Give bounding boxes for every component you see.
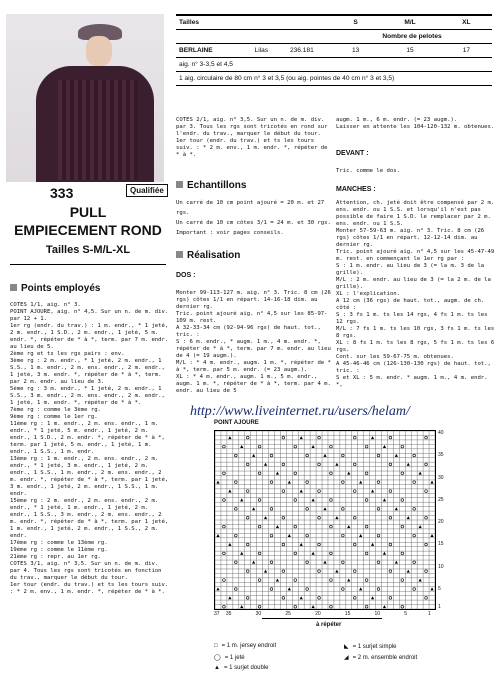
yarn-over-mark — [258, 445, 261, 448]
yarn-over-mark — [401, 445, 404, 448]
legend-label: = 1 surjet double — [223, 665, 269, 671]
legend-item — [344, 654, 417, 661]
yarn-over-mark — [389, 543, 392, 546]
yarn-over-mark — [377, 454, 380, 457]
yarn-over-mark — [258, 579, 261, 582]
yarn-over-mark — [365, 445, 368, 448]
double-decrease-mark — [335, 463, 338, 466]
double-decrease-mark — [240, 552, 243, 555]
repeat-bracket — [262, 618, 382, 619]
yarn-over-mark — [425, 463, 428, 466]
sweater-cable-texture — [58, 80, 138, 180]
col-tick-label: 10 — [374, 611, 381, 617]
col-tick-label: 37 — [214, 611, 220, 617]
divider — [10, 264, 166, 265]
sizes-table — [176, 14, 492, 86]
double-decrease-mark — [264, 516, 267, 519]
yarn-over-mark — [234, 454, 237, 457]
yarn-over-mark — [413, 588, 416, 591]
yarn-over-mark — [246, 597, 249, 600]
yarn-over-mark — [318, 570, 321, 573]
yarn-over-mark — [270, 561, 273, 564]
yarn-over-mark — [342, 561, 345, 564]
double-decrease-mark — [430, 587, 433, 590]
double-decrease-mark — [371, 543, 374, 546]
double-decrease-mark — [240, 498, 243, 501]
double-decrease-mark — [430, 481, 433, 484]
rating-badge: Qualifiée — [126, 184, 168, 197]
yarn-over-mark — [353, 516, 356, 519]
yarn-over-mark — [413, 534, 416, 537]
yarn-row — [176, 44, 332, 58]
yarn-over-mark — [401, 525, 404, 528]
yarn-over-mark — [330, 552, 333, 555]
yarn-over-mark — [413, 508, 416, 511]
chart-title: POINT AJOURE — [214, 420, 259, 426]
yarn-over-mark — [246, 570, 249, 573]
yarn-over-mark — [294, 472, 297, 475]
yarn-over-mark — [234, 561, 237, 564]
yarn-over-mark — [294, 552, 297, 555]
yarn-over-mark — [413, 481, 416, 484]
yarn-over-mark — [330, 579, 333, 582]
row-tick-label: 10 — [438, 563, 444, 570]
double-decrease-mark — [371, 436, 374, 439]
yarn-over-mark — [234, 481, 237, 484]
manches-heading: MANCHES : — [336, 186, 376, 193]
double-decrease-mark — [216, 534, 219, 537]
yarn-over-mark — [223, 552, 226, 555]
row-tick-label: 15 — [438, 541, 444, 548]
repeat-label: à répéter — [316, 622, 342, 628]
double-decrease-mark — [312, 552, 315, 555]
legend-item — [214, 643, 276, 649]
double-decrease-mark — [407, 570, 410, 573]
yarn-over-mark — [258, 525, 261, 528]
double-decrease-mark — [419, 472, 422, 475]
th-tailles: Tailles — [176, 15, 332, 30]
sizes-label: Tailles S-M/L-XL — [45, 244, 131, 256]
col2-dos: Monter 99-113-127 m. aig. n° 3. Tric. 8 cm (26 rgs) côtes 1/1 en répart. 14-16-18 dim. au dernier rg. Tric. point ajouré aig. n° 4,5 sur les 85-97-109 m. rest. A 32-33-34 cm (92-94-96 rgs) de haut. tot., tric. : S : 6 m. endr., * augm. 1 m., 4 m. endr. *, répéter de * à *, term. par 7 m. endr. au lieu de 4 (= 19 augm.). M/L : * 4 m. endr., augm. 1 m. *, répéter de * à *, term. par 5 m. endr. (= 23 augm.). XL : * 4 m. endr., augm. 1 m., 5 m. endr., augm. 1 m. *, répéter de * à *, term. par 4 m. endr. au lieu de 5 — [176, 290, 331, 394]
double-decrease-mark — [216, 587, 219, 590]
legend-symbol: □ — [214, 643, 218, 649]
double-decrease-mark — [347, 578, 350, 581]
double-decrease-mark — [395, 561, 398, 564]
yarn-over-mark — [282, 570, 285, 573]
double-decrease-mark — [419, 525, 422, 528]
double-decrease-mark — [323, 561, 326, 564]
yarn-over-mark — [377, 534, 380, 537]
yarn-over-mark — [258, 472, 261, 475]
yarn-over-mark — [389, 490, 392, 493]
yarn-over-mark — [342, 454, 345, 457]
yarn-over-mark — [330, 499, 333, 502]
yarn-ml: 15 — [379, 44, 441, 58]
col-tick-label: 30 — [255, 611, 262, 617]
yarn-over-mark — [330, 525, 333, 528]
yarn-over-mark — [353, 436, 356, 439]
yarn-over-mark — [234, 508, 237, 511]
yarn-name: BERLAINE — [179, 47, 213, 54]
yarn-over-mark — [377, 508, 380, 511]
yarn-over-mark — [306, 454, 309, 457]
yarn-over-mark — [377, 481, 380, 484]
double-decrease-mark — [300, 543, 303, 546]
yarn-over-mark — [365, 579, 368, 582]
th-pelotes: Nombre de pelotes — [332, 30, 492, 44]
yarn-over-mark — [234, 588, 237, 591]
double-decrease-mark — [288, 587, 291, 590]
row-tick-label: 25 — [438, 496, 444, 503]
th-ml: M/L — [379, 15, 441, 30]
yarn-over-mark — [377, 561, 380, 564]
row-tick-label: 1 — [438, 603, 441, 610]
yarn-over-mark — [294, 525, 297, 528]
row-tick-label: 20 — [438, 519, 444, 525]
double-decrease-mark — [347, 472, 350, 475]
row-tick-label: 5 — [438, 585, 441, 592]
yarn-over-mark — [270, 454, 273, 457]
double-decrease-mark — [240, 445, 243, 448]
double-decrease-mark — [252, 561, 255, 564]
col-tick-label: 35 — [225, 611, 232, 617]
double-decrease-mark — [312, 605, 315, 608]
col-tick-label: 25 — [285, 611, 291, 617]
legend-label: = 1 surjet simple — [352, 644, 397, 650]
yarn-over-mark — [306, 508, 309, 511]
col2-cotes: COTES 2/1, aig. n° 3,5. Sur un n. de m. div. par 3. Tous les rgs sont tricotés en rond sur l'endr. du trav., marquer le début du tour. 1er tour (endr. du trav.) et ts les tours suiv. : * 2 m. env., 1 m. endr. *, répéter de * à *. — [176, 117, 328, 158]
yarn-over-mark — [318, 490, 321, 493]
model-number: 333 — [50, 185, 74, 201]
double-decrease-mark — [216, 481, 219, 484]
title-line-1: PULL — [69, 204, 107, 220]
th-s: S — [332, 15, 379, 30]
yarn-over-mark — [223, 445, 226, 448]
yarn-s: 13 — [332, 44, 379, 58]
needles-1: aig. n° 3-3,5 et 4,5 — [176, 58, 492, 72]
yarn-over-mark — [353, 597, 356, 600]
double-decrease-mark — [228, 489, 231, 492]
yarn-over-mark — [318, 516, 321, 519]
legend-symbol: ◣ — [344, 644, 349, 650]
yarn-over-mark — [365, 605, 368, 608]
yarn-over-mark — [234, 534, 237, 537]
section-echantillons: Echantillons — [176, 180, 246, 191]
double-decrease-mark — [371, 596, 374, 599]
yarn-over-mark — [223, 499, 226, 502]
yarn-over-mark — [365, 552, 368, 555]
yarn-over-mark — [330, 605, 333, 608]
double-decrease-mark — [335, 516, 338, 519]
legend-label: = 2 m. ensemble endroit — [352, 655, 418, 661]
double-decrease-mark — [383, 445, 386, 448]
knitting-chart — [214, 430, 436, 610]
double-decrease-mark — [383, 605, 386, 608]
legend-symbol: ◢ — [344, 655, 349, 661]
yarn-over-mark — [306, 534, 309, 537]
model-photo — [6, 14, 164, 182]
devant-heading: DEVANT : — [336, 150, 369, 157]
yarn-over-mark — [306, 481, 309, 484]
yarn-over-mark — [401, 499, 404, 502]
double-decrease-mark — [359, 481, 362, 484]
double-decrease-mark — [228, 436, 231, 439]
legend-label: = 1 m. jersey endroit — [221, 643, 277, 649]
yarn-over-mark — [342, 508, 345, 511]
double-decrease-mark — [359, 534, 362, 537]
yarn-over-mark — [401, 605, 404, 608]
yarn-over-mark — [270, 588, 273, 591]
double-decrease-mark — [288, 481, 291, 484]
col3-devant: Tric. comme le dos. — [336, 168, 400, 174]
yarn-over-mark — [246, 516, 249, 519]
needles-2: 1 aig. circulaire de 80 cm n° 3 et 3,5 (ou aig. pointes de 40 cm n° 3 et 3,5) — [176, 72, 492, 86]
double-decrease-mark — [264, 570, 267, 573]
yarn-over-mark — [401, 552, 404, 555]
yarn-over-mark — [425, 490, 428, 493]
dos-heading: DOS : — [176, 272, 196, 279]
yarn-over-mark — [270, 508, 273, 511]
yarn-over-mark — [306, 588, 309, 591]
double-decrease-mark — [276, 578, 279, 581]
yarn-over-mark — [282, 597, 285, 600]
row-tick-label: 30 — [438, 474, 444, 481]
double-decrease-mark — [359, 587, 362, 590]
yarn-over-mark — [353, 463, 356, 466]
yarn-over-mark — [389, 463, 392, 466]
yarn-over-mark — [342, 534, 345, 537]
double-decrease-mark — [300, 489, 303, 492]
legend-item — [214, 654, 245, 661]
yarn-over-mark — [389, 570, 392, 573]
yarn-over-mark — [389, 597, 392, 600]
col2-echantillons: Un carré de 10 cm point ajouré = 20 m. et 27 rgs. Un carré de 10 cm côtes 3/1 = 24 m. et 30 rgs. Important : voir pages conseils. — [176, 200, 331, 236]
yarn-over-mark — [318, 543, 321, 546]
yarn-over-mark — [425, 543, 428, 546]
double-decrease-mark — [312, 498, 315, 501]
yarn-over-mark — [365, 525, 368, 528]
yarn-over-mark — [294, 579, 297, 582]
yarn-over-mark — [246, 463, 249, 466]
yarn-over-mark — [365, 472, 368, 475]
yarn-over-mark — [342, 481, 345, 484]
double-decrease-mark — [383, 498, 386, 501]
double-decrease-mark — [347, 525, 350, 528]
double-decrease-mark — [430, 534, 433, 537]
yarn-over-mark — [413, 454, 416, 457]
yarn-over-mark — [365, 499, 368, 502]
yarn-xl: 17 — [441, 44, 492, 58]
yarn-over-mark — [389, 436, 392, 439]
double-decrease-mark — [323, 454, 326, 457]
yarn-over-mark — [353, 490, 356, 493]
yarn-over-mark — [425, 516, 428, 519]
yarn-over-mark — [223, 525, 226, 528]
face-shape — [86, 36, 112, 66]
double-decrease-mark — [371, 489, 374, 492]
yarn-over-mark — [258, 499, 261, 502]
yarn-over-mark — [330, 472, 333, 475]
yarn-over-mark — [353, 543, 356, 546]
col-tick-label: 15 — [344, 611, 351, 617]
section-realisation: Réalisation — [176, 250, 240, 261]
yarn-over-mark — [330, 445, 333, 448]
yarn-over-mark — [318, 463, 321, 466]
double-decrease-mark — [335, 570, 338, 573]
yarn-over-mark — [425, 570, 428, 573]
yarn-over-mark — [294, 445, 297, 448]
yarn-over-mark — [246, 490, 249, 493]
yarn-over-mark — [246, 543, 249, 546]
double-decrease-mark — [300, 436, 303, 439]
col3-top: augm. 1 m., 6 m. endr. (= 23 augm.). Laisser en attente les 104-120-132 m. obtenues. — [336, 117, 495, 130]
double-decrease-mark — [419, 578, 422, 581]
yarn-over-mark — [282, 436, 285, 439]
col1-text: COTES 1/1, aig. n° 3. POINT AJOURE, aig. n° 4,5. Sur un n. de m. div. par 12 + 1. 1er rg (endr. du trav.) : 1 m. endr., * 1 jeté, 2 m. endr., 1 S.D., 2 m. endr., 1 jeté, 5 m. endr. *, répéter de * à *, term. par 7 m. endr. au lieu de 5. 2ème rg et ts les rgs pairs : env. 3ème rg : 2 m. endr., * 1 jeté, 2 m. endr., 1 S.S., 1 m. endr., 2 m. ens. endr., 2 m. endr., 1 jeté, 3 m. endr. *, répéter de * à *, term. par 2 m. endr. au lieu de 3. 5ème rg : 3 m. endr., * 1 jeté, 2 m. endr., 1 S.S., 3 m. endr., 2 m. ens. endr., 2 m. endr., 1 jeté, 1 m. endr. *, répéter de * à *. 7ème rg : comme le 3ème rg. 9ème rg : comme le 1er rg. 11ème rg : 1 m. endr., 2 m. ens. endr., 1 m. endr., * 1 jeté, 5 m. endr., 1 jeté, 2 m. endr., 1 S.D., 2 m. endr. *, répéter de * à *, term. par 1 jeté, 5 m. endr., 1 jeté, 1 m. endr., 1 S.S., 1 m. endr. 13ème rg : 1 m. endr., 2 m. ens. endr., 2 m. endr., * 1 jeté, 3 m. endr., 1 jeté, 2 m. endr., 1 S.S., 1 m. endr., 2 m. ens. endr., 2 m. endr. *, répéter de * à *, term. par 1 jeté, 3 m. endr., 1 jeté, 2 m. endr., 1 S.S., 1 m. endr. 15ème rg : 2 m. endr., 2 m. ens. endr., 2 m. endr., * 1 jeté, 1 m. endr., 1 jeté, 2 m. endr., 1 S.S., 3 m. endr., 2 m. ens. endr., 2 m. endr. *, répéter de * à *, term. par 1 jeté, 1 m. endr., 1 jeté, 2 m. endr., 1 S.S., 2 m. endr. 17ème rg : comme le 13ème rg. 19ème rg : comme le 11ème rg. 21ème rg : repr. au 1er rg. COTES 3/1, aig. n° 3,5. Sur un n. de m. div. par 4. Tous les rgs sont tricotés en fonction du trav., marquer le début du tour. 1er tour (endr. du trav.) et ts les tours suiv. : * 2 m. env., 1 m. endr. *, répéter de * à *. — [10, 302, 169, 595]
double-decrease-mark — [228, 596, 231, 599]
yarn-over-mark — [282, 463, 285, 466]
double-decrease-mark — [300, 596, 303, 599]
yarn-over-mark — [270, 481, 273, 484]
yarn-over-mark — [306, 561, 309, 564]
col-tick-label: 5 — [404, 611, 408, 617]
double-decrease-mark — [276, 472, 279, 475]
legend-symbol: ◯ — [214, 655, 221, 661]
row-tick-label: 35 — [438, 452, 444, 459]
yarn-over-mark — [377, 588, 380, 591]
double-decrease-mark — [312, 445, 315, 448]
double-decrease-mark — [276, 525, 279, 528]
double-decrease-mark — [395, 454, 398, 457]
watermark-url: http://www.liveinternet.ru/users/helam/ — [190, 404, 410, 419]
yarn-over-mark — [425, 597, 428, 600]
chart-grid-svg — [215, 431, 435, 609]
double-decrease-mark — [407, 463, 410, 466]
double-decrease-mark — [383, 552, 386, 555]
yarn-over-mark — [413, 561, 416, 564]
yarn-ref: 236.181 — [289, 47, 314, 54]
th-xl: XL — [441, 15, 492, 30]
legend-item — [214, 665, 268, 671]
yarn-over-mark — [294, 499, 297, 502]
double-decrease-mark — [323, 507, 326, 510]
double-decrease-mark — [252, 507, 255, 510]
yarn-over-mark — [223, 472, 226, 475]
yarn-over-mark — [401, 472, 404, 475]
yarn-over-mark — [318, 597, 321, 600]
yarn-over-mark — [258, 552, 261, 555]
double-decrease-mark — [288, 534, 291, 537]
legend-label: = 1 jeté — [224, 655, 245, 661]
legend-item — [344, 643, 396, 650]
yarn-over-mark — [353, 570, 356, 573]
double-decrease-mark — [240, 605, 243, 608]
yarn-over-mark — [425, 436, 428, 439]
yarn-over-mark — [246, 436, 249, 439]
yarn-over-mark — [270, 534, 273, 537]
double-decrease-mark — [395, 507, 398, 510]
yarn-color: Lilas — [254, 47, 269, 54]
double-decrease-mark — [228, 543, 231, 546]
double-decrease-mark — [264, 463, 267, 466]
section-points: Points employés — [10, 283, 100, 294]
yarn-over-mark — [389, 516, 392, 519]
yarn-over-mark — [282, 516, 285, 519]
yarn-over-mark — [401, 579, 404, 582]
double-decrease-mark — [407, 516, 410, 519]
double-decrease-mark — [252, 454, 255, 457]
yarn-over-mark — [223, 579, 226, 582]
legend-symbol: ▲ — [214, 665, 220, 671]
yarn-over-mark — [294, 605, 297, 608]
row-tick-label: 40 — [438, 430, 444, 436]
yarn-over-mark — [318, 436, 321, 439]
col-tick-label: 1 — [428, 611, 431, 617]
col-tick-label: 20 — [315, 611, 321, 617]
yarn-over-mark — [258, 605, 261, 608]
yarn-over-mark — [282, 490, 285, 493]
yarn-over-mark — [282, 543, 285, 546]
col3-manches: Attention, ch. jeté doit être compensé par 2 m. ens. endr. ou 1 S.S. et lorsqu'il n'est pas possible de faire 1 S.D. le remplacer par 2 m. ens. endr. ou 1 S.S. Monter 57-59-63 m. aig. n° 3. Tric. 8 cm (26 rgs) côtes 1/1 en répart. 12-12-14 dim. au dernier rg. Tric. point ajouré aig. n° 4,5 sur les 45-47-49 m. rest. en commençant le 1er rg par : S : 1 m. endr. au lieu de 3 (= la m. 3 de la grille). M/L : 2 m. endr. au lieu de 3 (= la 2 m. de la grille). XL : l'explication. A 12 cm (36 rgs) de haut. tot., augm. de ch. côté : S : 3 fs 1 m. ts les 14 rgs, 4 fs 1 m. ts les 12 rgs. M/L : 7 fs 1 m. ts les 10 rgs, 3 fs 1 m. ts les 8 rgs. XL : 8 fs 1 m. ts les 8 rgs, 5 fs 1 m. ts les 6 rgs. Cont. sur les 59-67-75 m. obtenues. A 45-46-46 cm (126-130-130 rgs) de haut. tot., tric. : S et XL : 5 m. endr. * augm. 1 m., 4 m. endr. *, — [336, 200, 495, 388]
title-line-2: EMPIECEMENT ROND — [14, 222, 162, 238]
yarn-over-mark — [223, 605, 226, 608]
yarn-over-mark — [342, 588, 345, 591]
